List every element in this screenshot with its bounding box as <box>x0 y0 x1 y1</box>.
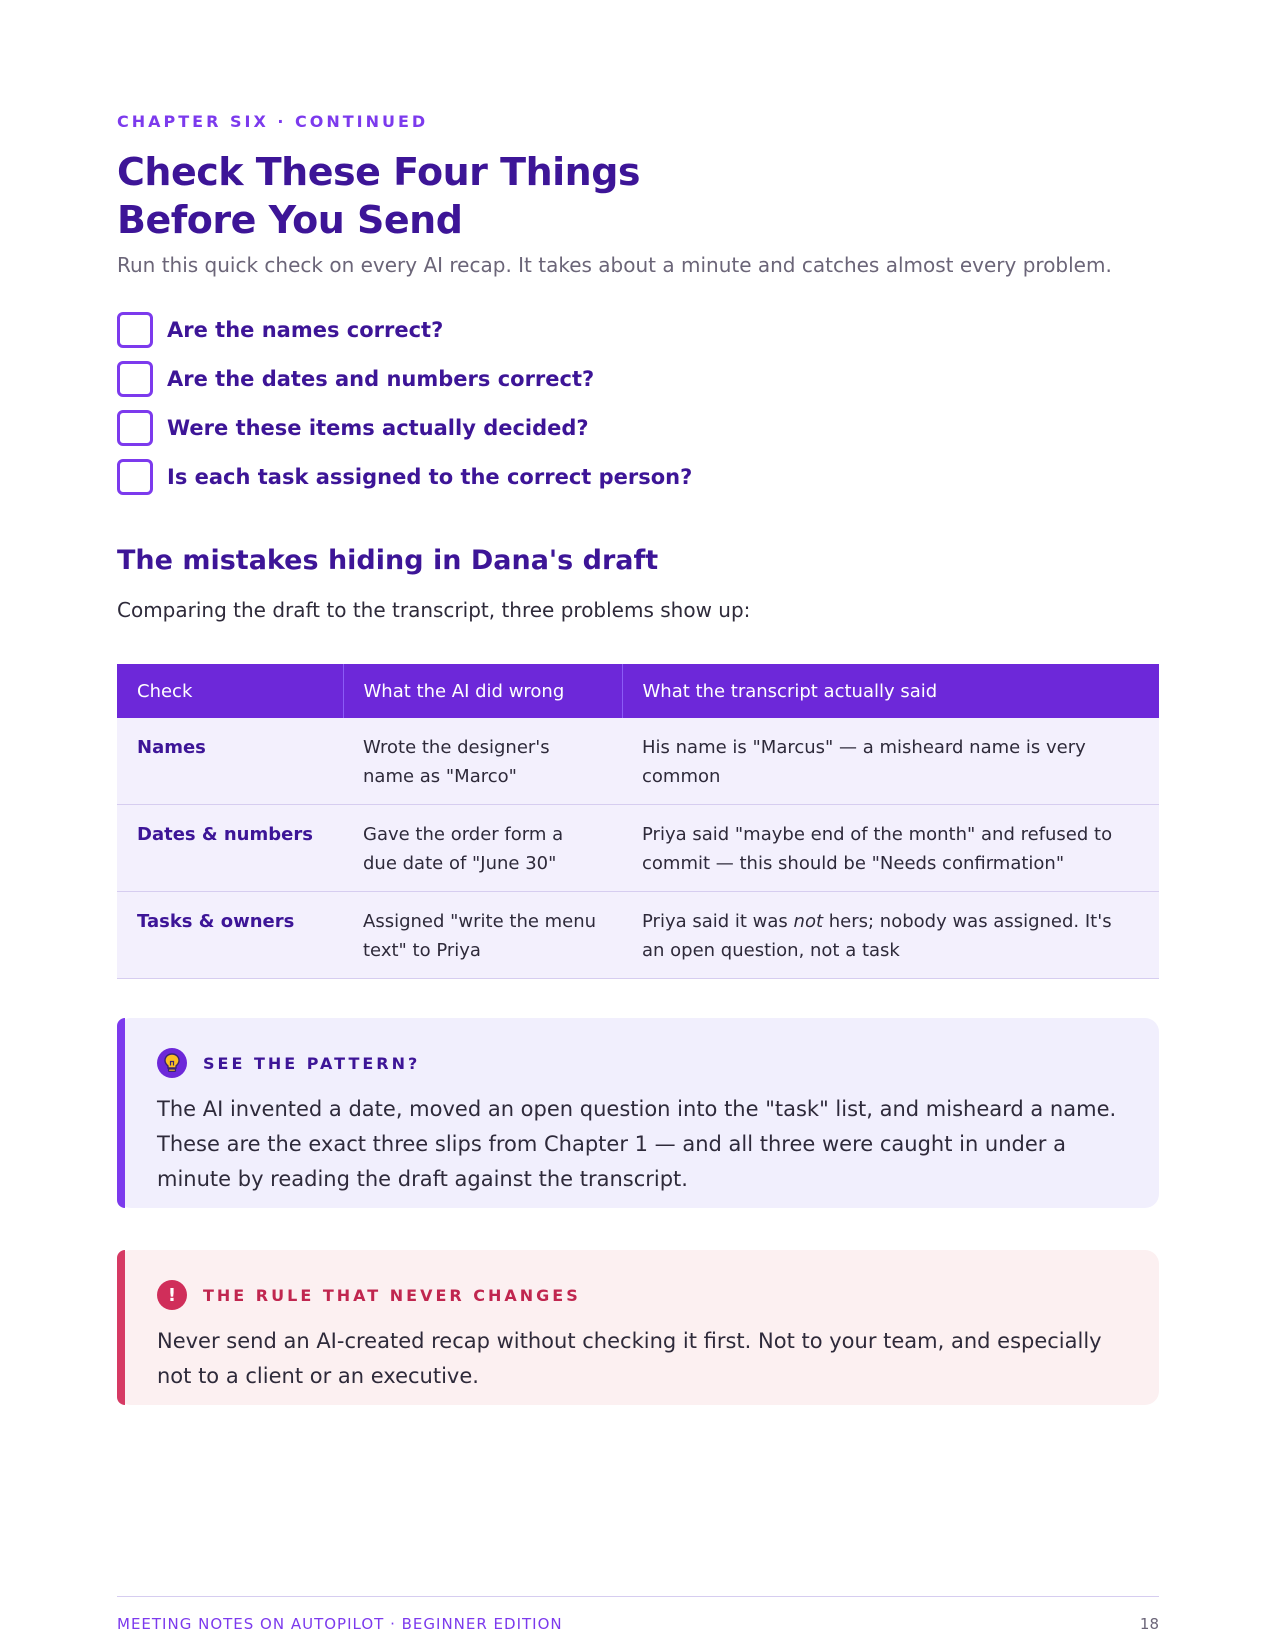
page-subtitle: Run this quick check on every AI recap. It takes about a minute and catches almost every problem. <box>117 253 1112 277</box>
title-line-2: Before You Send <box>117 198 463 242</box>
warning-callout-header <box>157 1280 1123 1310</box>
checklist <box>117 305 692 501</box>
page-title <box>117 148 640 244</box>
checkbox[interactable] <box>117 459 153 495</box>
table-row <box>117 892 1159 979</box>
cell-said-text: hers; nobody was assigned. It's an open question, not a task <box>642 911 1112 961</box>
cell-said-text: Priya said it was <box>642 911 794 932</box>
tip-callout-title: SEE THE PATTERN? <box>203 1053 421 1073</box>
cell-said: Priya said "maybe end of the month" and refused to commit — this should be "Needs confirmation" <box>622 805 1159 892</box>
footer-divider <box>117 1596 1159 1597</box>
footer-book-title: MEETING NOTES ON AUTOPILOT · BEGINNER EDITION <box>117 1615 563 1633</box>
checkbox[interactable] <box>117 361 153 397</box>
cell-wrong: Gave the order form a due date of "June 30" <box>343 805 622 892</box>
warning-callout <box>117 1250 1159 1405</box>
checklist-label: Are the names correct? <box>167 317 444 342</box>
cell-wrong: Assigned "write the menu text" to Priya <box>343 892 622 979</box>
tip-callout-header <box>157 1048 1123 1078</box>
checklist-label: Are the dates and numbers correct? <box>167 366 595 391</box>
cell-check: Tasks & owners <box>117 892 343 979</box>
warning-callout-body: Never send an AI-created recap without checking it first. Not to your team, and especially not to a client or an executive. <box>157 1329 1102 1388</box>
checklist-label: Were these items actually decided? <box>167 415 589 440</box>
column-header-said: What the transcript actually said <box>622 664 1159 718</box>
checkbox[interactable] <box>117 312 153 348</box>
checklist-item <box>117 305 692 354</box>
checklist-item <box>117 452 692 501</box>
warning-callout-title: THE RULE THAT NEVER CHANGES <box>203 1285 581 1305</box>
cell-wrong: Wrote the designer's name as "Marco" <box>343 718 622 805</box>
checkbox[interactable] <box>117 410 153 446</box>
cell-said: His name is "Marcus" — a misheard name is very common <box>622 718 1159 805</box>
section-lead: Comparing the draft to the transcript, three problems show up: <box>117 598 751 622</box>
tip-callout-body: The AI invented a date, moved an open question into the "task" list, and misheard a name. These are the exact three slips from Chapter 1 — and all three were caught in under a minute by reading the draft against the transcript. <box>157 1097 1117 1191</box>
document-page <box>117 0 1159 1650</box>
lightbulb-icon <box>157 1048 187 1078</box>
column-header-check: Check <box>117 664 343 718</box>
checklist-item <box>117 354 692 403</box>
mistakes-table <box>117 664 1159 979</box>
section-heading: The mistakes hiding in Dana's draft <box>117 545 659 576</box>
cell-check: Dates & numbers <box>117 805 343 892</box>
table-header-row <box>117 664 1159 718</box>
exclamation-icon: ! <box>157 1280 187 1310</box>
column-header-wrong: What the AI did wrong <box>343 664 622 718</box>
title-line-1: Check These Four Things <box>117 150 641 194</box>
page-number: 18 <box>1139 1615 1159 1633</box>
cell-said <box>622 892 1159 979</box>
chapter-kicker: CHAPTER SIX · CONTINUED <box>117 112 429 131</box>
table-row <box>117 805 1159 892</box>
checklist-label: Is each task assigned to the correct person? <box>167 464 693 489</box>
cell-check: Names <box>117 718 343 805</box>
checklist-item <box>117 403 692 452</box>
tip-callout <box>117 1018 1159 1208</box>
table-row <box>117 718 1159 805</box>
cell-said-emphasis: not <box>793 911 824 932</box>
